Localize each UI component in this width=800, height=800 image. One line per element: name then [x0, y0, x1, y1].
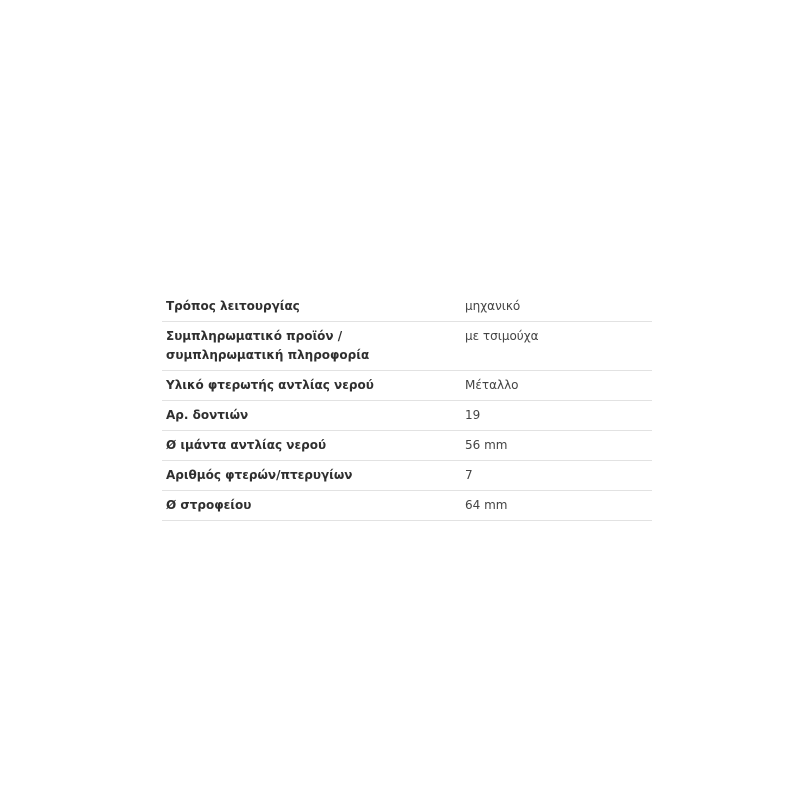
table-row	[162, 431, 652, 461]
spec-label: Αριθμός φτερών/πτερυγίων	[162, 461, 461, 491]
table-row	[162, 461, 652, 491]
table-row	[162, 491, 652, 521]
spec-label: Ø ιμάντα αντλίας νερού	[162, 431, 461, 461]
spec-value: 56 mm	[461, 431, 652, 461]
table-row	[162, 322, 652, 371]
spec-label: Ø στροφείου	[162, 491, 461, 521]
spec-label: Συμπληρωματικό προϊόν / συμπληρωματική πληροφορία	[162, 322, 461, 371]
spec-value: 19	[461, 401, 652, 431]
table-row	[162, 371, 652, 401]
spec-label: Τρόπος λειτουργίας	[162, 292, 461, 322]
spec-value: με τσιμούχα	[461, 322, 652, 371]
spec-table	[162, 292, 652, 521]
table-row	[162, 292, 652, 322]
spec-label: Αρ. δοντιών	[162, 401, 461, 431]
spec-label: Υλικό φτερωτής αντλίας νερού	[162, 371, 461, 401]
spec-value: μηχανικό	[461, 292, 652, 322]
spec-value: Μέταλλο	[461, 371, 652, 401]
table-row	[162, 401, 652, 431]
spec-value: 7	[461, 461, 652, 491]
spec-value: 64 mm	[461, 491, 652, 521]
